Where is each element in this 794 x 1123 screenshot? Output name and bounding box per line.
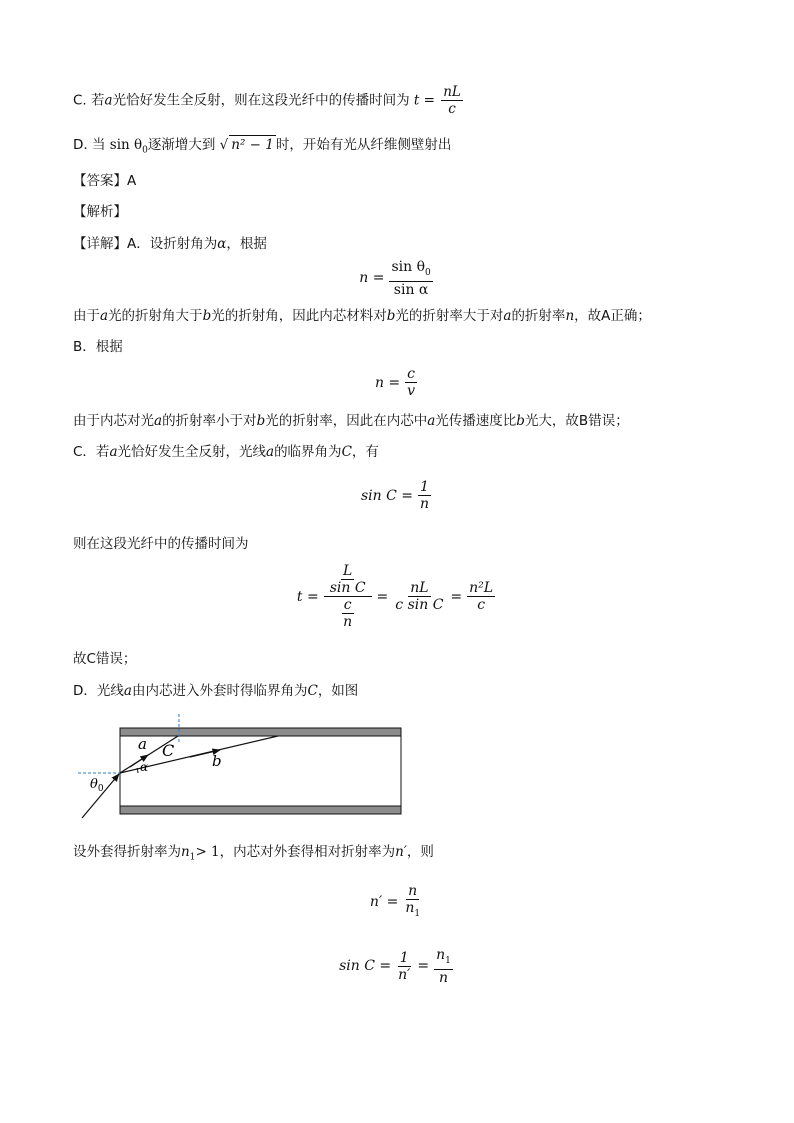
eq4-mid-fraction xyxy=(393,580,445,613)
eq6-fraction-2 xyxy=(434,947,453,986)
line-a-t2: 光的折射角大于 xyxy=(108,308,203,324)
line-c3: 故C错误； xyxy=(73,651,137,667)
detail-a xyxy=(73,235,267,253)
part-d-C: C xyxy=(307,683,318,699)
line-d2-n1: n xyxy=(181,844,190,860)
line-b-a: a xyxy=(154,413,163,429)
line-a-b2: b xyxy=(386,308,396,324)
part-d-t3: ，如图 xyxy=(317,683,359,699)
eq6-den2: n xyxy=(438,969,448,986)
line-d2-n1-sub: 1 xyxy=(189,852,196,863)
detail-tail: ，根据 xyxy=(226,236,267,252)
line-b-t1: 由于内芯对光 xyxy=(73,413,154,429)
line-c2: 则在这段光纤中的传播时间为 xyxy=(73,536,249,552)
eq1-fraction xyxy=(389,259,432,298)
line-d2-t2: ，内芯对外套得相对折射率为 xyxy=(219,844,396,860)
eq5-den-text: n xyxy=(405,900,415,916)
eq2-den: v xyxy=(407,383,416,399)
option-c xyxy=(73,84,465,117)
equation-4 xyxy=(0,563,794,630)
eq5-fraction xyxy=(403,883,422,922)
equation-2 xyxy=(0,366,794,399)
eq6-fraction-1 xyxy=(396,950,412,983)
eq3-fraction xyxy=(418,479,431,512)
eq4-lower-num: c xyxy=(343,597,352,613)
analysis-heading: 【解析】 xyxy=(73,204,127,220)
eq3-lhs: sin C = xyxy=(360,487,413,504)
line-b-b: b xyxy=(256,413,266,429)
eq5-lhs: n′ = xyxy=(369,894,399,911)
line-a-t6: ，故A正确； xyxy=(574,308,651,324)
alpha-symbol: α xyxy=(217,236,227,252)
part-d-t2: 由内芯进入外套时得临界角为 xyxy=(131,683,308,699)
eq4-complex-fraction xyxy=(324,563,372,630)
bottom-cladding xyxy=(120,806,401,814)
label-alpha: α xyxy=(140,760,149,774)
incident-ray xyxy=(82,774,119,818)
eq3-num: 1 xyxy=(420,479,429,495)
line-a-b: b xyxy=(202,308,212,324)
eq5-den xyxy=(403,900,422,922)
line-a-conclusion xyxy=(73,307,651,325)
line-a-t3: 光的折射角，因此内芯材料对 xyxy=(211,308,387,324)
eq1-num-sub: 0 xyxy=(425,267,431,278)
sqrt-expression: √ n² − 1 xyxy=(219,137,274,153)
label-b: b xyxy=(212,752,222,770)
line-d2-nprime: n′ xyxy=(395,844,407,860)
eq2-num: c xyxy=(407,366,416,382)
var-a: a xyxy=(104,92,113,109)
part-c-a2: a xyxy=(266,444,275,460)
equation-3 xyxy=(0,479,794,512)
eq4-inner-den: sin C xyxy=(329,580,366,596)
part-c-t3: 的临界角为 xyxy=(274,444,342,460)
line-b-a2: a xyxy=(427,413,436,429)
eq4-equals-b: = xyxy=(450,588,463,605)
line-b-t5: 光大，故B错误； xyxy=(524,413,629,429)
eq3-den: n xyxy=(420,496,430,512)
eq4-rhs-num: n²L xyxy=(469,580,494,596)
line-a-t4: 光的折射率大于对 xyxy=(395,308,504,324)
eq4-rhs-fraction xyxy=(467,580,495,613)
eq4-mid-den: c sin C xyxy=(395,597,444,613)
eq4-outer-den xyxy=(337,597,358,630)
line-a-t5: 的折射率 xyxy=(511,308,566,324)
option-d-label: D. 当 xyxy=(73,137,106,153)
detail-label: 【详解】A．设折射角为 xyxy=(73,236,218,252)
label-theta xyxy=(90,777,104,794)
line-a-n: n xyxy=(565,308,575,324)
eq4-lhs: t = xyxy=(296,588,319,605)
label-C: C xyxy=(162,741,175,760)
part-c-t2: 光恰好发生全反射，光线 xyxy=(117,444,266,460)
option-c-lhs: t = xyxy=(413,92,435,109)
eq4-rhs-den: c xyxy=(477,597,486,613)
part-d-t1: D．光线 xyxy=(73,683,124,699)
subscript-zero: 0 xyxy=(142,145,148,156)
fraction-den: c xyxy=(448,101,456,117)
label-theta-text: θ xyxy=(90,777,98,792)
eq4-mid-num: nL xyxy=(410,580,429,596)
eq6-num2-sub: 1 xyxy=(445,955,451,966)
eq6-num1: 1 xyxy=(399,949,409,966)
part-d-line xyxy=(73,682,358,700)
line-a-a: a xyxy=(100,308,109,324)
part-b-label: B．根据 xyxy=(73,339,123,355)
option-d-mid: 逐渐增大到 xyxy=(147,137,216,153)
option-c-label: C. 若 xyxy=(73,92,105,109)
part-c-a: a xyxy=(109,444,118,460)
option-c-text: 光恰好发生全反射，则在这段光纤中的传播时间为 xyxy=(112,92,410,109)
option-c-fraction xyxy=(441,84,463,117)
eq6-den1: n′ xyxy=(398,966,411,983)
equation-1 xyxy=(0,259,794,298)
answer-line: 【答案】A xyxy=(73,173,137,189)
eq1-num xyxy=(389,259,432,282)
eq2-fraction xyxy=(405,366,417,399)
eq4-inner-fraction xyxy=(328,563,368,596)
sqrt-radicand: n² − 1 xyxy=(231,137,274,153)
option-d-text: 时，开始有光从纤维侧壁射出 xyxy=(275,137,452,153)
optical-fiber-diagram xyxy=(70,712,410,824)
eq4-equals-a: = xyxy=(376,588,389,605)
sin-theta: sin θ xyxy=(109,137,143,153)
label-a: a xyxy=(138,735,147,753)
eq1-lhs: n = xyxy=(359,270,385,287)
line-d2-t1: 设外套得折射率为 xyxy=(73,844,181,860)
line-a-a2: a xyxy=(503,308,512,324)
line-b-b2: b xyxy=(516,413,525,429)
eq5-den-sub: 1 xyxy=(414,908,421,919)
eq2-lhs: n = xyxy=(374,374,401,391)
label-theta-sub: 0 xyxy=(97,784,104,794)
eq4-lower-fraction xyxy=(341,597,354,630)
eq4-inner-num: L xyxy=(342,563,353,579)
fraction-num: nL xyxy=(443,84,461,100)
eq4-lower-den: n xyxy=(343,614,353,630)
equation-6 xyxy=(0,947,794,986)
part-c-t4: ，有 xyxy=(351,444,379,460)
eq6-num2 xyxy=(434,947,453,970)
eq6-equals: = xyxy=(417,958,430,975)
line-d2 xyxy=(73,843,434,867)
line-b-t4: 光传播速度比 xyxy=(435,413,517,429)
part-c-C: C xyxy=(341,444,352,460)
part-c-line xyxy=(73,443,379,461)
eq1-den: sin α xyxy=(393,281,429,298)
eq4-outer-num xyxy=(324,563,372,597)
line-b-conclusion xyxy=(73,412,629,430)
line-b-t3: 光的折射率，因此在内芯中 xyxy=(265,413,428,429)
eq1-num-text: sin θ xyxy=(391,259,426,275)
line-a-t1: 由于 xyxy=(73,308,100,324)
part-d-a: a xyxy=(123,683,132,699)
line-b-t2: 的折射率小于对 xyxy=(162,413,257,429)
equation-5 xyxy=(0,883,794,922)
line-d2-ineq: > 1 xyxy=(195,844,220,860)
line-d2-t3: ，则 xyxy=(406,844,434,860)
eq5-num: n xyxy=(408,883,418,899)
option-d xyxy=(73,135,451,160)
eq6-lhs: sin C = xyxy=(339,958,392,975)
eq6-num2-text: n xyxy=(436,947,446,963)
part-c-t1: C．若 xyxy=(73,444,110,460)
top-cladding xyxy=(120,728,401,736)
